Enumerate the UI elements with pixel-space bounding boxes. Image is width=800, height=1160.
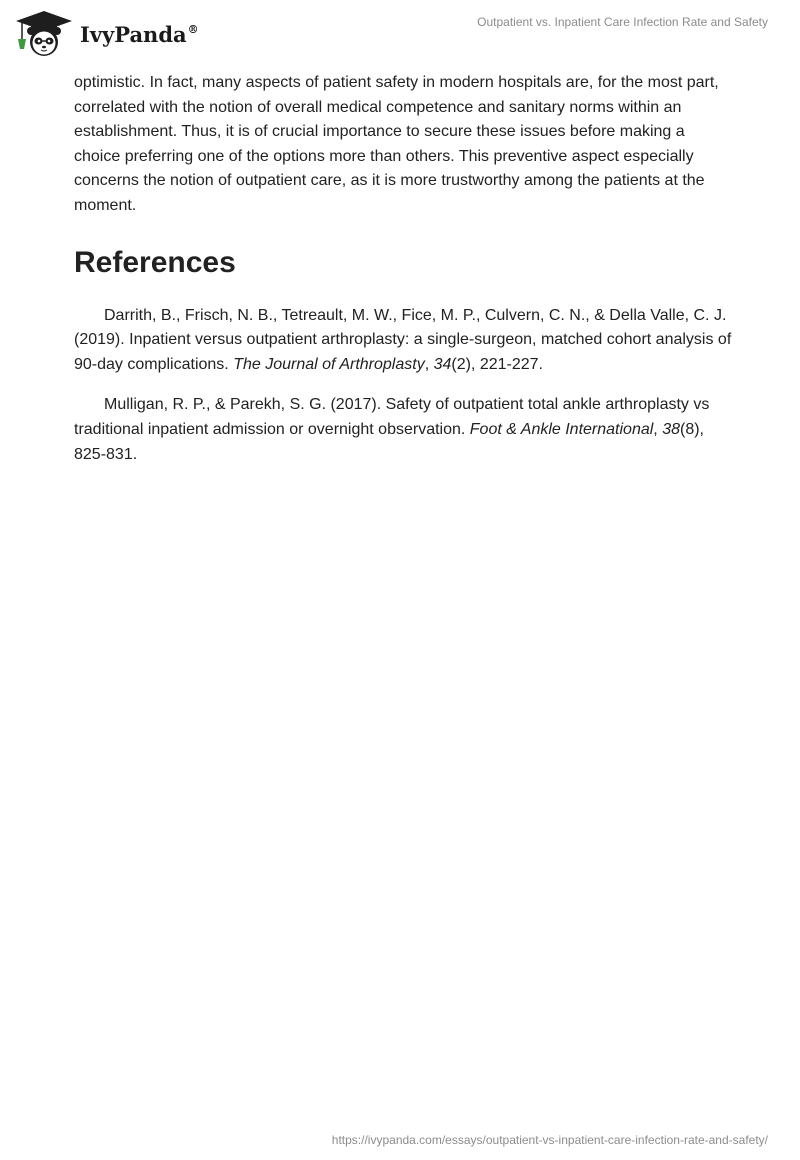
reference-journal: The Journal of Arthroplasty: [233, 355, 425, 373]
body-paragraph: optimistic. In fact, many aspects of patient safety in modern hospitals are, for the most part, correlated with the notion of overall medical competence and sanitary norms within an establishment. Thus, it is of crucial importance to secure these issues before making a choice preferring one of the options more than others. This preventive aspect especially concerns the notion of outpatient care, as it is more trustworthy among the patients at the moment.: [74, 74, 719, 214]
reference-text: Mulligan, R. P., & Parekh, S. G. (2017). Safety of outpatient total ankle arthroplasty vs traditional inpatient admission or overnight observation.: [74, 396, 710, 438]
panda-graduation-cap-icon: [14, 9, 74, 57]
reference-text: Darrith, B., Frisch, N. B., Tetreault, M. W., Fice, M. P., Culvern, C. N., & Della Valle, C. J. (2019). Inpatient versus outpatient arthroplasty: a single-surgeon, matched cohort analysis of 90-day complications.: [74, 306, 732, 373]
page-header: [0, 0, 800, 60]
document-title: Outpatient vs. Inpatient Care Infection Rate and Safety: [477, 15, 768, 29]
references-list: [74, 304, 734, 468]
reference-journal: Foot & Ankle International: [469, 420, 654, 438]
reference-volume: 38: [662, 420, 680, 438]
essay-content: [74, 71, 734, 467]
brand-name: [80, 22, 199, 47]
reference-item: [74, 393, 734, 467]
reference-separator: ,: [424, 355, 434, 373]
brand-text: IvyPanda: [80, 21, 187, 47]
reference-pages: (8), 825-831.: [74, 420, 704, 463]
reference-volume: 34: [433, 355, 452, 373]
registered-mark: ®: [187, 22, 199, 36]
ivypanda-logo[interactable]: [14, 9, 199, 57]
source-url[interactable]: https://ivypanda.com/essays/outpatient-vs-inpatient-care-infection-rate-and-safety/: [331, 1133, 768, 1147]
references-heading: References: [74, 245, 236, 279]
reference-separator: ,: [653, 420, 663, 438]
reference-item: [74, 304, 734, 378]
reference-pages: (2), 221-227.: [451, 355, 543, 373]
